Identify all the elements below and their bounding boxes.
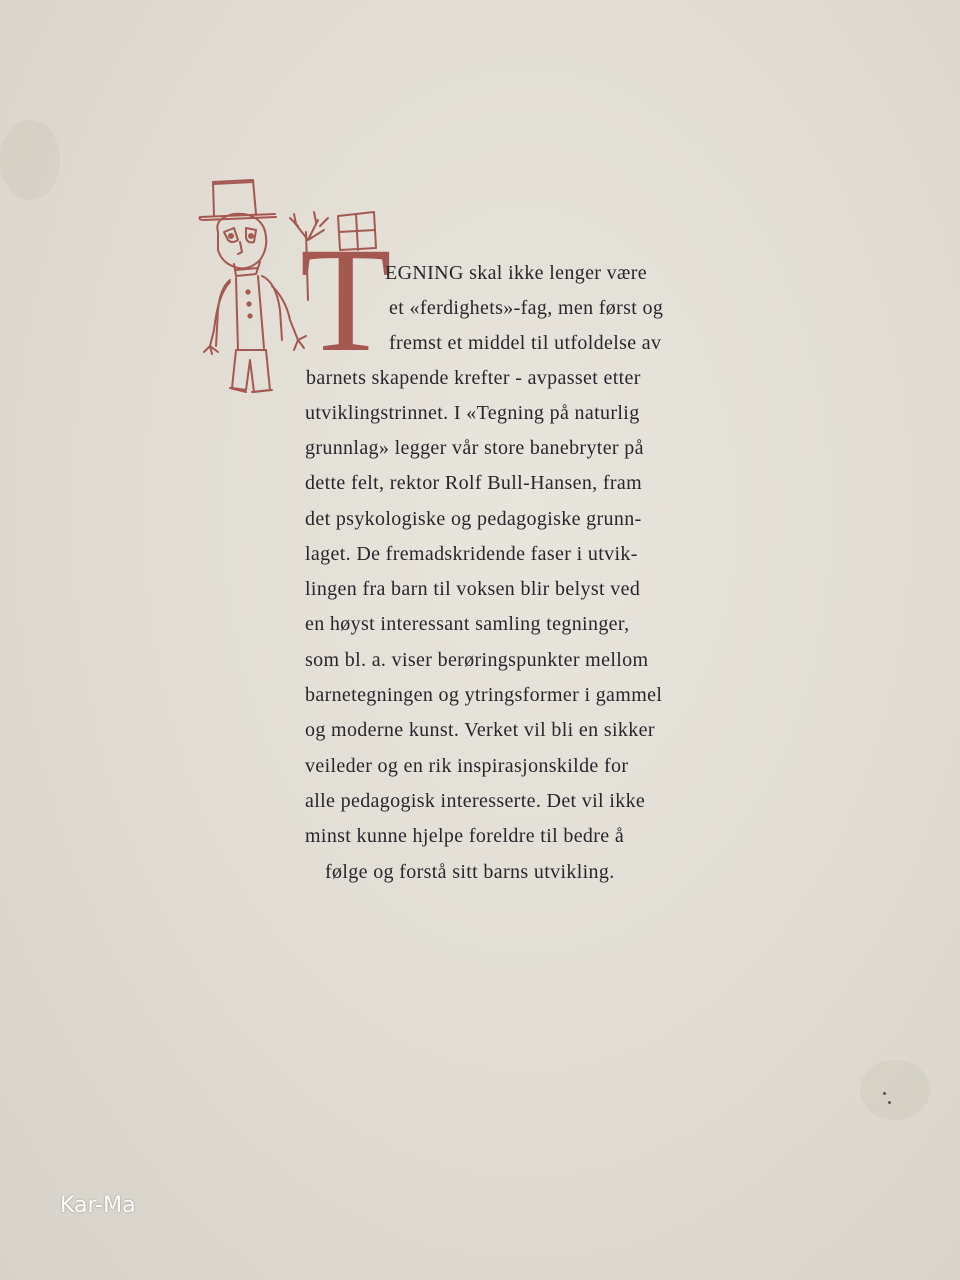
watermark: Kar-Ma <box>60 1193 136 1218</box>
text-line: et «ferdighets»-fag, men først og <box>389 297 664 319</box>
text-line: fremst et middel til utfoldelse av <box>389 332 662 354</box>
text-line: EGNING skal ikke lenger være <box>385 262 647 284</box>
text-line: utviklingstrinnet. I «Tegning på naturlig <box>305 402 640 424</box>
text-line: laget. De fremadskridende faser i utvik- <box>305 543 638 565</box>
text-line: minst kunne hjelpe foreldre til bedre å <box>305 825 625 847</box>
text-line: grunnlag» legger vår store banebryter på <box>305 437 644 459</box>
paper-stain <box>860 1060 930 1120</box>
text-line: lingen fra barn til voksen blir belyst ved <box>305 578 641 600</box>
text-line: som bl. a. viser berøringspunkter mellom <box>305 649 649 671</box>
text-line: det psykologiske og pedagogiske grunn- <box>305 508 642 530</box>
text-line: barnets skapende krefter - avpasset etter <box>306 367 641 389</box>
text-line: alle pedagogisk interesserte. Det vil ikke <box>305 790 646 812</box>
text-line: følge og forstå sitt barns utvikling. <box>325 861 615 883</box>
text-line: og moderne kunst. Verket vil bli en sikker <box>305 719 655 741</box>
text-line: dette felt, rektor Rolf Bull-Hansen, fram <box>305 472 643 494</box>
text-line: en høyst interessant samling tegninger, <box>305 613 630 635</box>
paper-speck <box>883 1092 886 1095</box>
text-line: veileder og en rik inspirasjonskilde for <box>305 755 629 777</box>
paper-stain <box>0 120 60 200</box>
text-line: barnetegningen og ytringsformer i gammel <box>305 684 663 706</box>
paper-speck <box>888 1101 891 1104</box>
drop-cap: T <box>300 217 392 383</box>
